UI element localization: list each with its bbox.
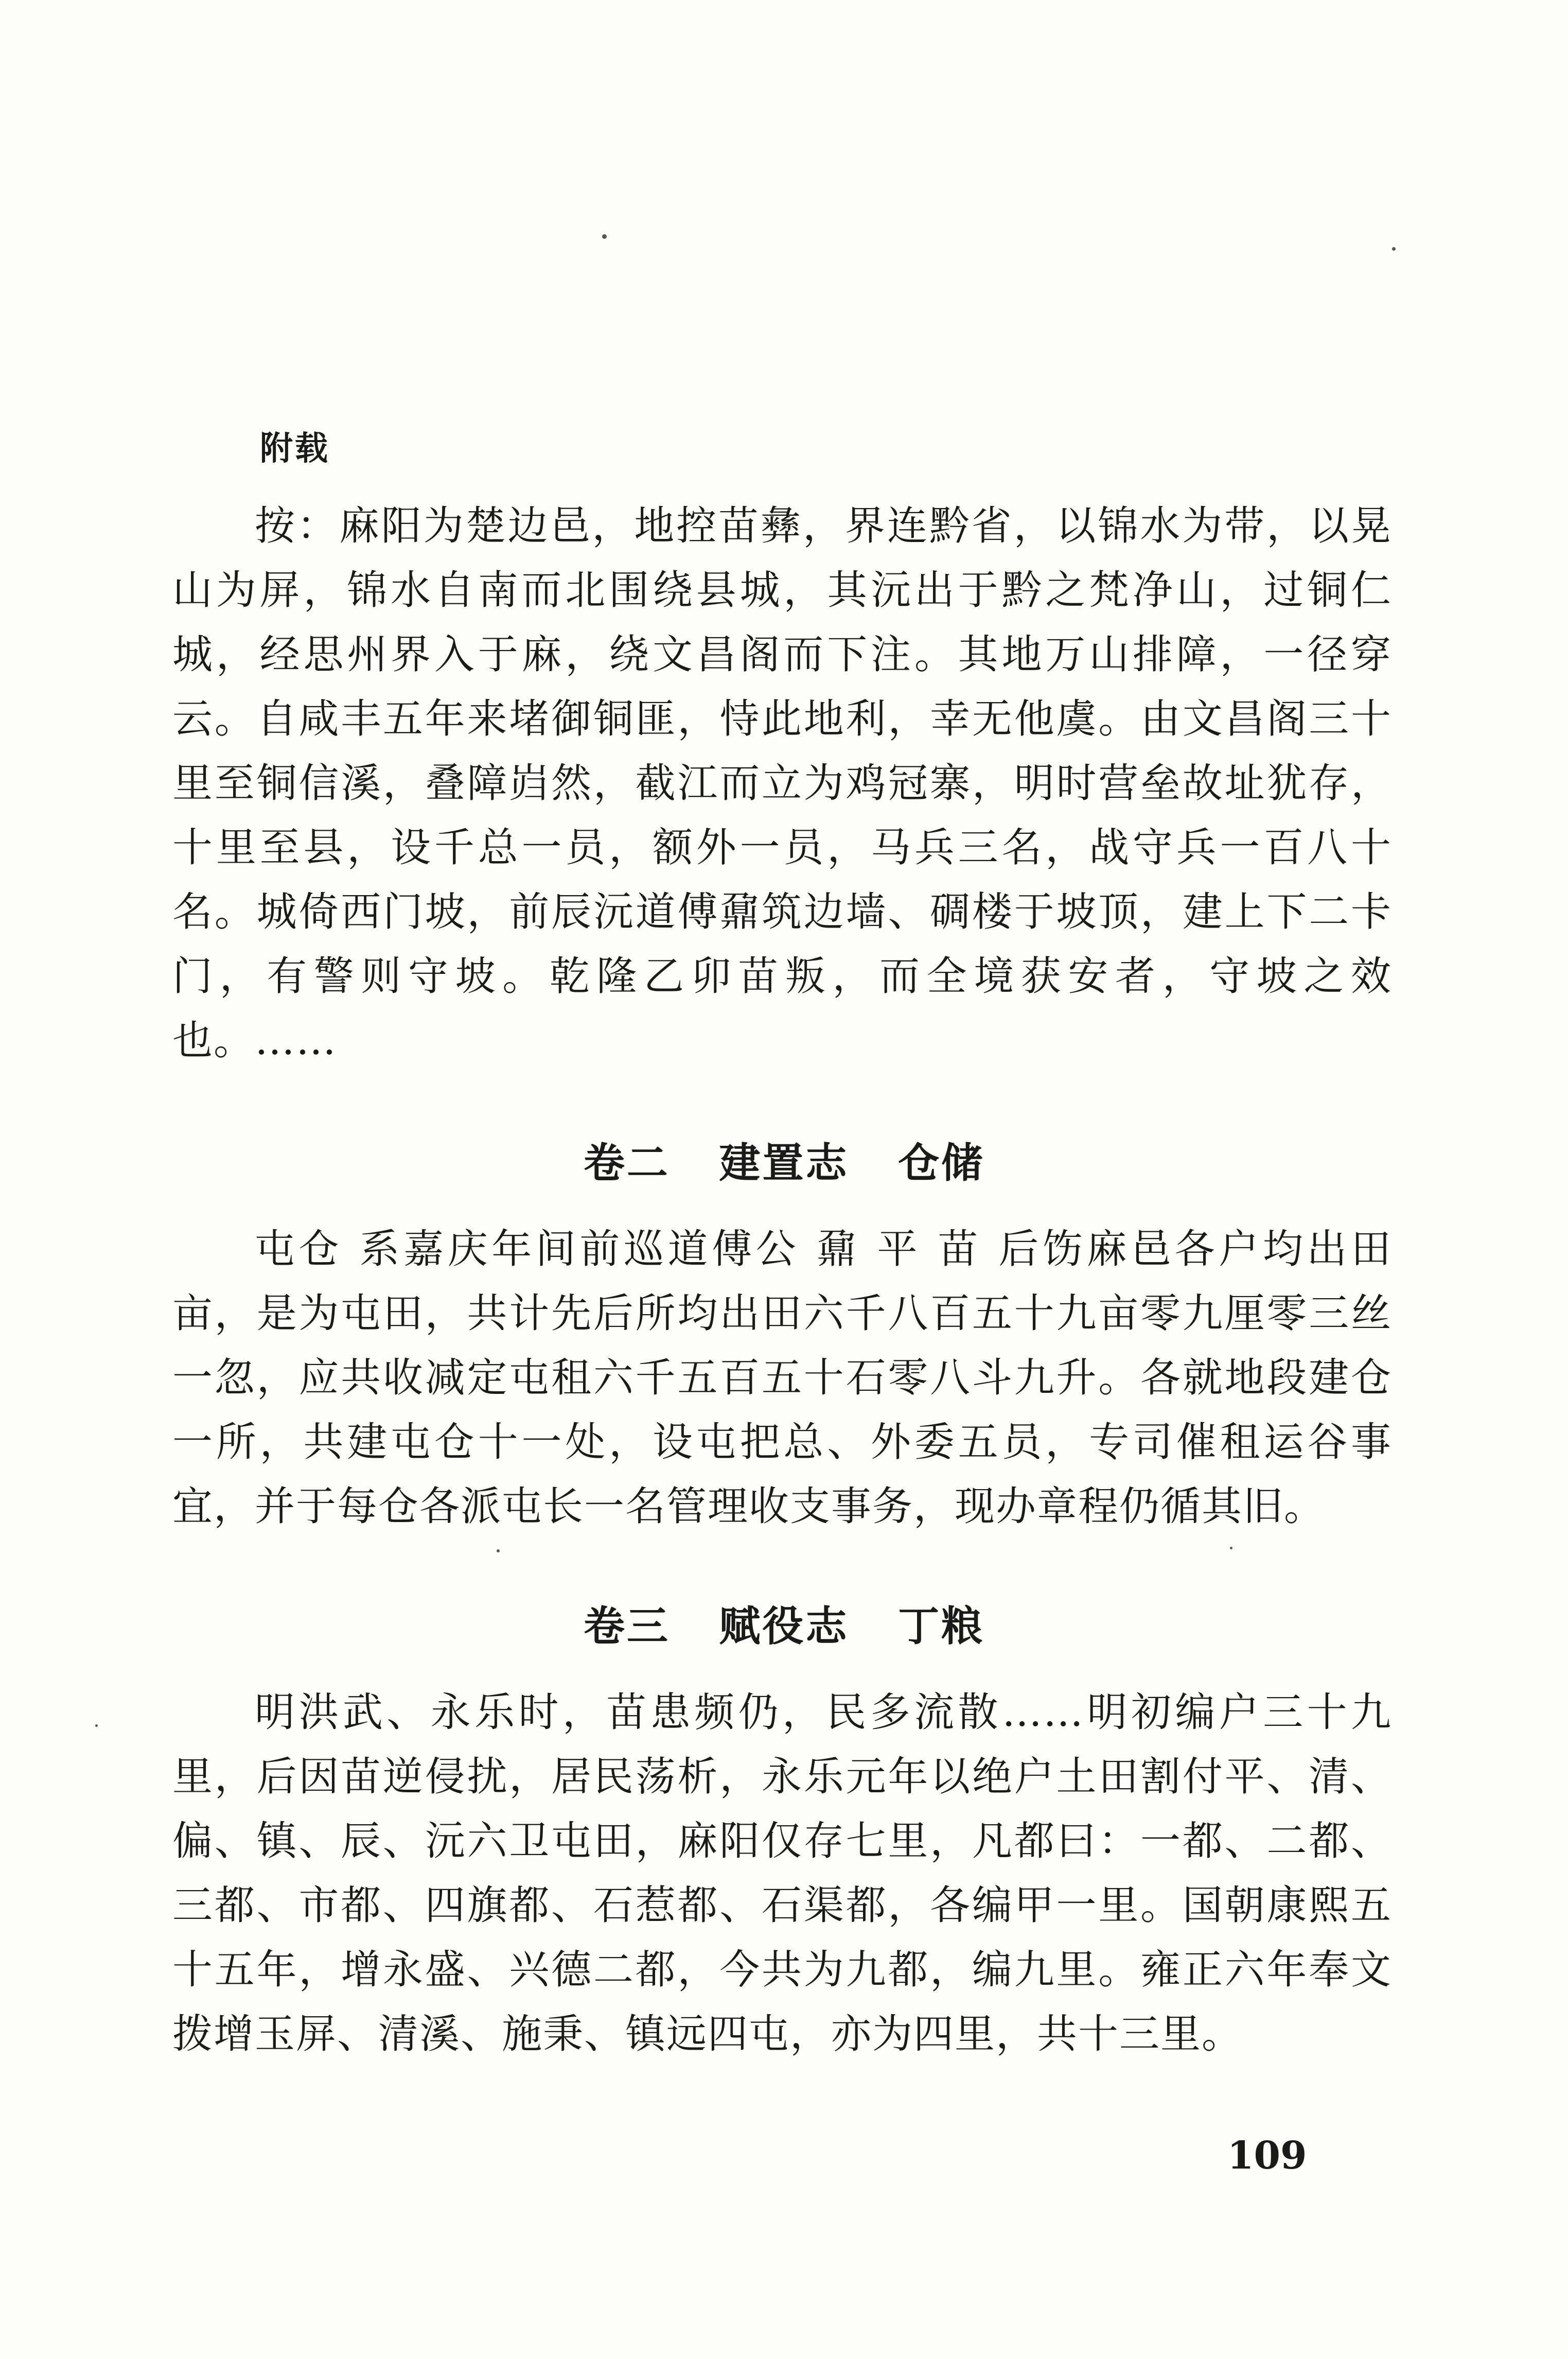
page-number: 109 (1227, 2134, 1307, 2178)
section-heading-taxation (0, 1593, 1568, 1652)
section-heading-storage (0, 1130, 1568, 1189)
ink-speck (1230, 1547, 1232, 1549)
heading-volume: 卷二 (583, 1139, 670, 1187)
paragraph-granary: 屯仓 系嘉庆年间前巡道傅公 鼐 平 苗 后饬麻邑各户均出田亩，是为屯田，共计先后所均出田六千八百五十九亩零九厘零三丝一忽，应共收减定屯租六千五百五十石零八斗九升。各就地段建仓一所，共建屯仓十一处，设屯把总、外委五员，专司催租运谷事宜，并于每仓各派屯长一名管理收支事务，现办章程仍循其旧。 (172, 1226, 1392, 1530)
paragraph-households: 明洪武、永乐时，苗患频仍，民多流散……明初编户三十九里，后因苗逆侵扰，居民荡析，永乐元年以绝户土田割付平、清、偏、镇、辰、沅六卫屯田，麻阳仅存七里，凡都曰：一都、二都、三都、市都、四旗都、石惹都、石渠都，各编甲一里。国朝康熙五十五年，增永盛、兴德二都，今共为九都，编九里。雍正六年奉文拨增玉屏、清溪、施秉、镇远四屯，亦为四里，共十三里。 (172, 1689, 1392, 2057)
ink-speck (95, 1724, 98, 1727)
appendix-label: 附载 (260, 429, 330, 468)
ink-speck (497, 1549, 500, 1552)
heading-topic: 仓储 (898, 1139, 985, 1187)
heading-section: 赋役志 (719, 1602, 849, 1650)
heading-volume: 卷三 (583, 1602, 670, 1650)
paragraph-appendix-note: 按：麻阳为楚边邑，地控苗彝，界连黔省，以锦水为带，以晃山为屏，锦水自南而北围绕县城，其沅出于黔之梵净山，过铜仁城，经思州界入于麻，绕文昌阁而下注。其地万山排障，一径穿云。自咸丰五年来堵御铜匪，恃此地利，幸无他虞。由文昌阁三十里至铜信溪，叠障岿然，截江而立为鸡冠寨，明时营垒故址犹存，十里至县，设千总一员，额外一员，马兵三名，战守兵一百八十名。城倚西门坡，前辰沅道傅鼐筑边墙、碉楼于坡顶，建上下二卡门，有警则守坡。乾隆乙卯苗叛，而全境获安者，守坡之效也。…… (172, 503, 1392, 1064)
heading-section: 建置志 (719, 1139, 849, 1187)
ink-speck (602, 234, 607, 239)
ink-speck (1392, 247, 1396, 251)
heading-topic: 丁粮 (898, 1602, 985, 1650)
